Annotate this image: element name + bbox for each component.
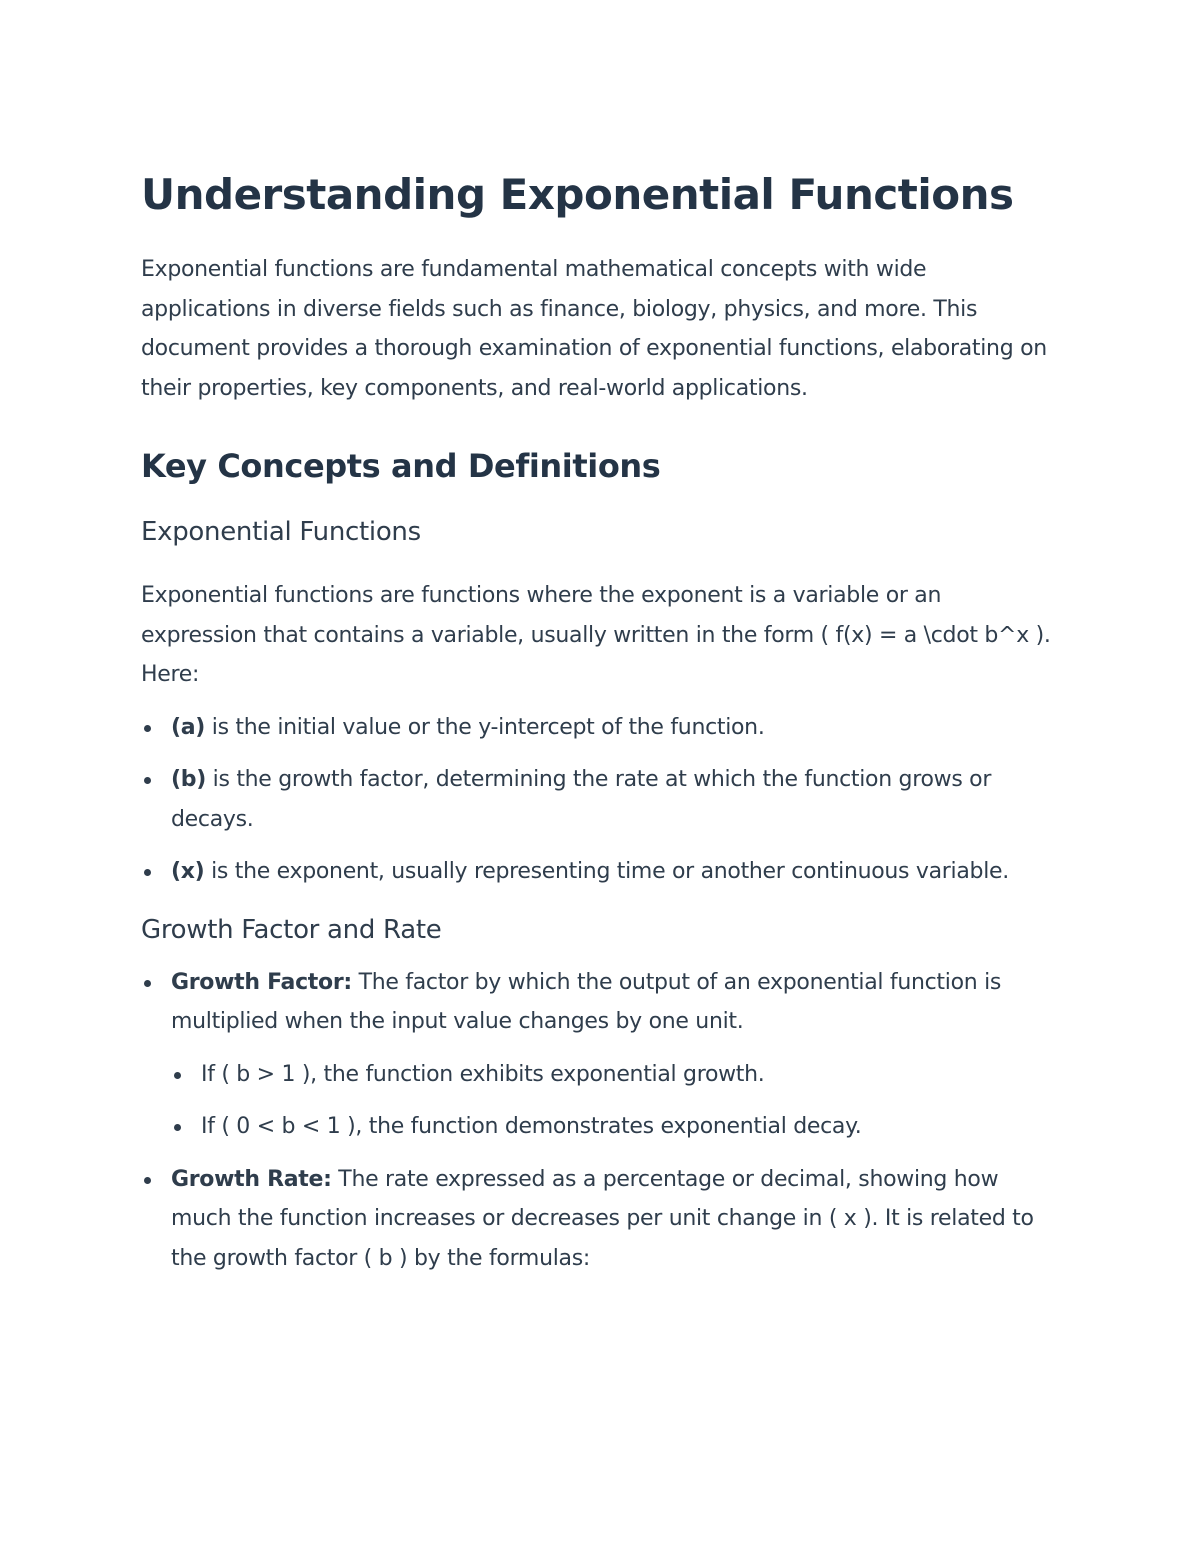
sublist-item: If ( 0 < b < 1 ), the function demonstrates exponential decay. [171, 1107, 1061, 1147]
document-title: Understanding Exponential Functions [141, 170, 1014, 219]
term-x-text: is the exponent, usually representing time or another continuous variable. [204, 859, 1009, 884]
section-heading-key-concepts: Key Concepts and Definitions [141, 447, 661, 485]
list-item [141, 760, 1061, 839]
list-item [141, 1160, 1061, 1279]
growth-factor-sublist [171, 1055, 1061, 1147]
document-page [141, 160, 1061, 1278]
term-x: (x) [171, 859, 205, 884]
growth-rate-term: Growth Rate: [171, 1166, 332, 1192]
definition-list [141, 708, 1061, 892]
term-a: (a) [171, 714, 206, 740]
exponential-functions-paragraph: Exponential functions are functions where the exponent is a variable or an expression that contains a variable, usually written in the form ( f(x) = a \cdot b^x ). Here: [141, 583, 1051, 687]
list-item [141, 852, 1061, 892]
term-b-text: is the growth factor, determining the rate at which the function grows or decays. [171, 767, 992, 832]
term-b: (b) [171, 767, 206, 792]
growth-factor-text: The factor by which the output of an exponential function is multiplied when the input value changes by one unit. [171, 969, 1002, 1034]
subsection-heading-exponential-functions: Exponential Functions [141, 517, 421, 547]
sublist-item: If ( b > 1 ), the function exhibits exponential growth. [171, 1055, 1061, 1095]
subsection-heading-growth-factor: Growth Factor and Rate [141, 914, 442, 945]
term-a-text: is the initial value or the y-intercept of the function. [205, 714, 765, 740]
intro-paragraph: Exponential functions are fundamental mathematical concepts with wide applications in diverse fields such as finance, biology, physics, and more. This document provides a thorough examination of exponential functions, elaborating on their properties, key components, and real-world applications. [141, 257, 1047, 401]
list-item [141, 708, 1061, 748]
growth-rate-text: The rate expressed as a percentage or decimal, showing how much the function increases or decreases per unit change in ( x ). It is related to the growth factor ( b ) by the formulas: [171, 1166, 1034, 1271]
list-item [141, 963, 1061, 1147]
growth-factor-term: Growth Factor: [171, 969, 352, 995]
growth-list [141, 963, 1061, 1279]
